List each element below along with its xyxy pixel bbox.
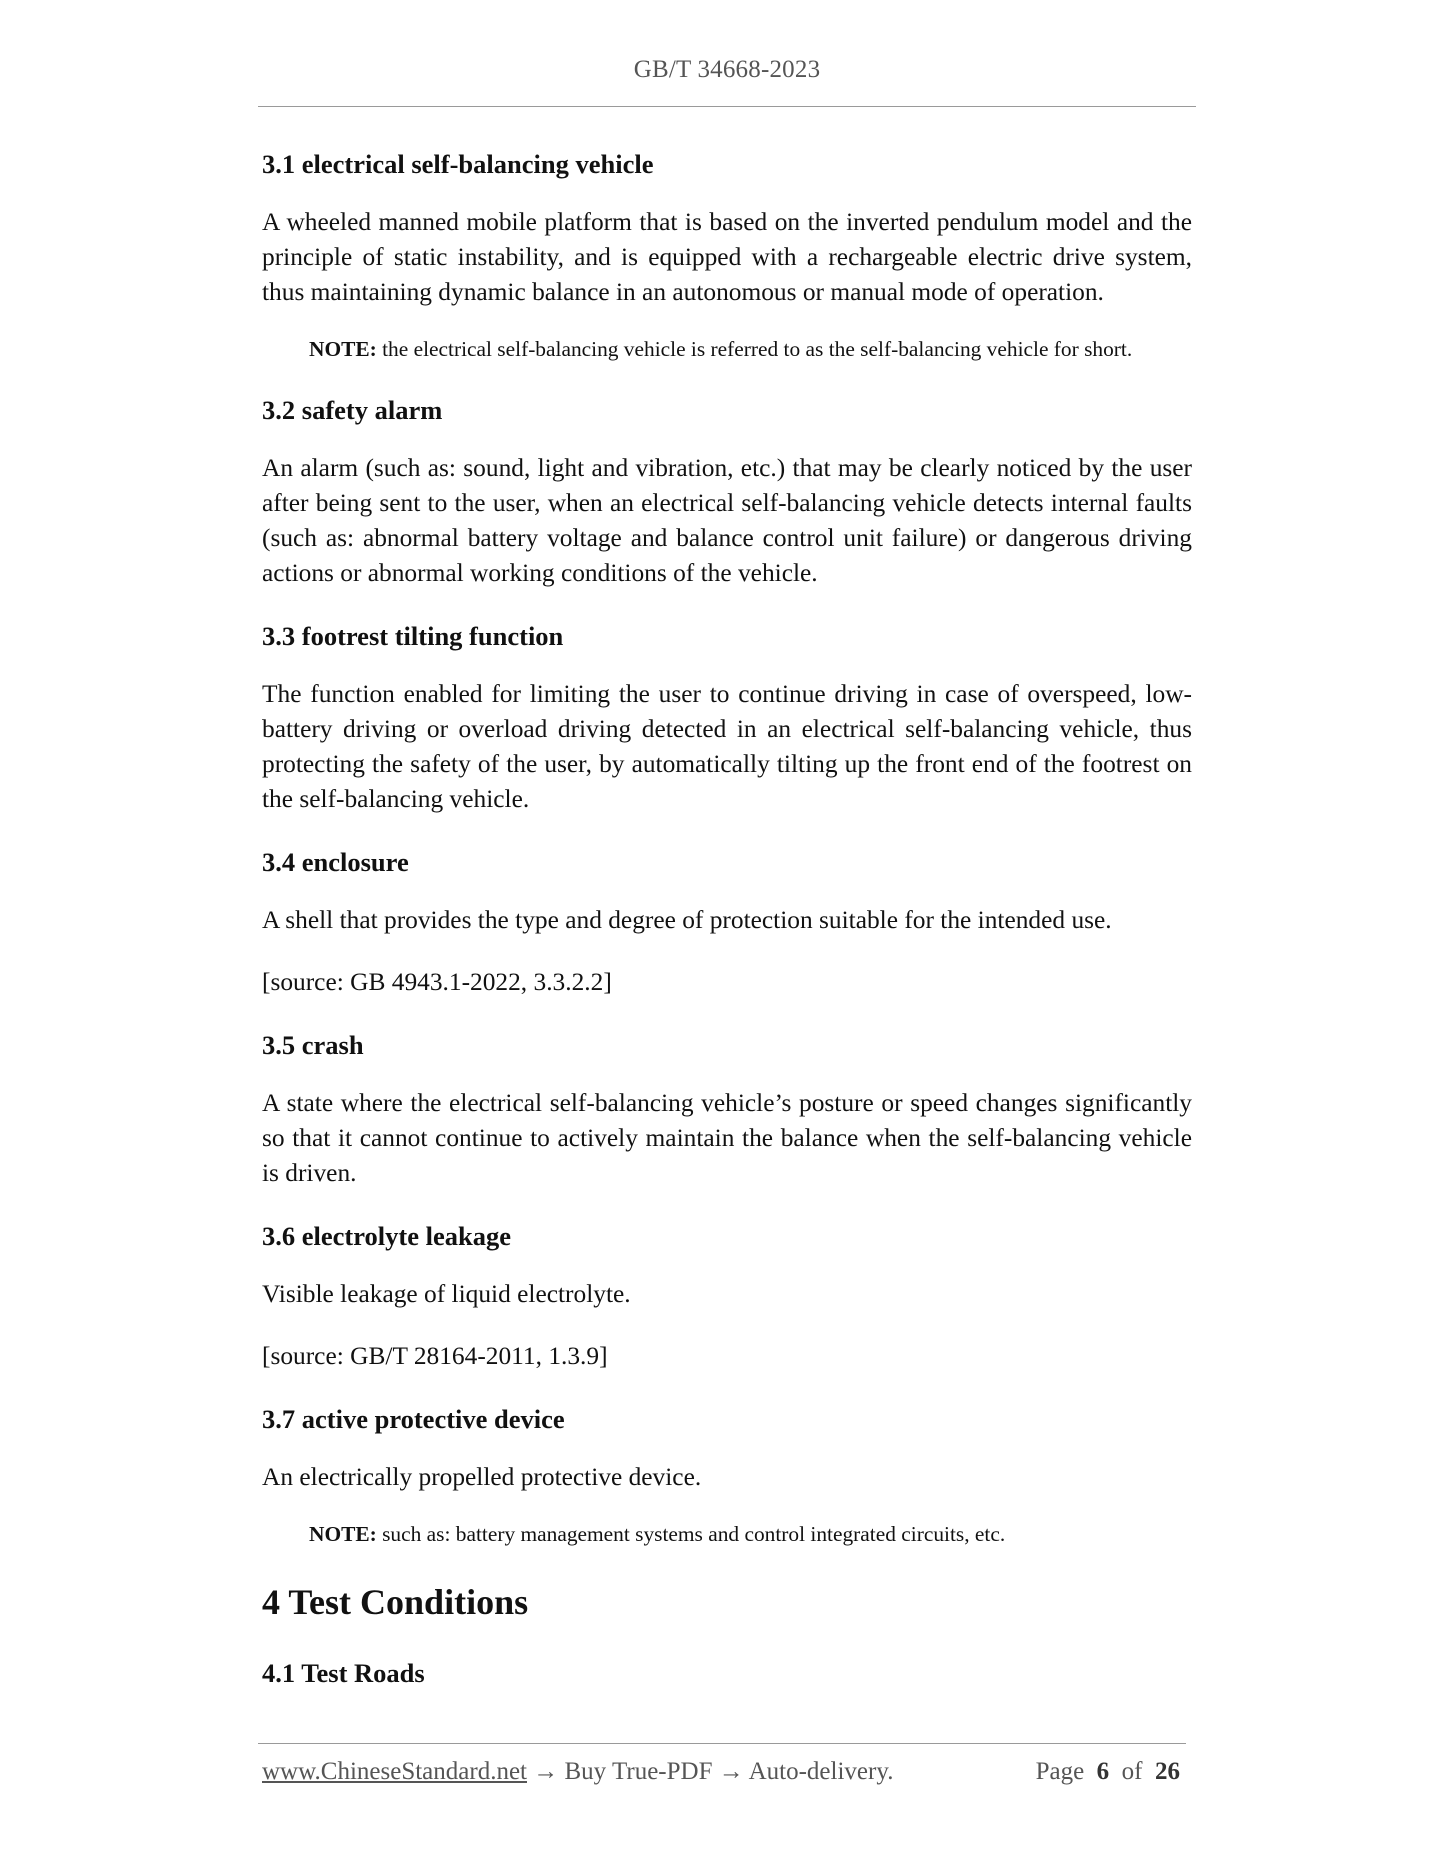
section-3-1-note [309,333,1192,365]
section-3-4-heading: 3.4 enclosure [262,847,409,877]
page-footer [262,1758,1186,1786]
section-3-5-definition: A state where the electrical self-balancing vehicle’s posture or speed changes significantly so that it cannot continue to actively maintain the balance when the self-balancing vehicle is driven. [262,1089,1192,1187]
section-3-2-definition: An alarm (such as: sound, light and vibration, etc.) that may be clearly noticed by the user after being sent to the user, when an electrical self-balancing vehicle detects internal faults (such as: abnormal battery voltage and balance control unit failure) or dangerous driving actions or abnormal working conditions of the vehicle. [262,454,1192,587]
section-3-1-heading: 3.1 electrical self-balancing vehicle [262,149,654,179]
note-text: the electrical self-balancing vehicle is referred to as the self-balancing vehicle for short. [382,337,1133,361]
page-word: Page [1035,1758,1085,1785]
site-link[interactable]: www.ChineseStandard.net [262,1758,527,1785]
note-label: NOTE: [309,1522,377,1546]
section-3-3-heading: 3.3 footrest tilting function [262,621,564,651]
footer-tagline: → Buy True-PDF → Auto-delivery. [527,1758,894,1785]
page-header: GB/T 34668-2023 [633,56,821,83]
section-3-4-source: [source: GB 4943.1-2022, 3.3.2.2] [262,968,612,996]
page-number [1036,1758,1180,1786]
document-body [262,146,1192,1714]
footer-divider [258,1743,1186,1744]
section-4-heading: 4 Test Conditions [262,1582,529,1622]
page-current: 6 [1096,1758,1110,1785]
section-3-7-definition: An electrically propelled protective device. [262,1463,702,1491]
note-text: such as: battery management systems and control integrated circuits, etc. [382,1522,1006,1546]
section-3-6-source: [source: GB/T 28164-2011, 1.3.9] [262,1342,608,1370]
section-3-7-heading: 3.7 active protective device [262,1404,565,1434]
section-3-1-definition: A wheeled manned mobile platform that is based on the inverted pendulum model and the principle of static instability, and is equipped with a rechargeable electric drive system, thus maintaining dynamic balance in an autonomous or manual mode of operation. [262,208,1192,306]
section-3-7-note [309,1518,1192,1550]
note-label: NOTE: [309,337,377,361]
section-3-6-heading: 3.6 electrolyte leakage [262,1221,511,1251]
header-divider [258,106,1196,107]
page-total: 26 [1155,1758,1180,1785]
section-3-3-definition: The function enabled for limiting the user to continue driving in case of overspeed, low-battery driving or overload driving detected in an electrical self-balancing vehicle, thus protecting the safety of the user, by automatically tilting up the front end of the footrest on the self-balancing vehicle. [262,680,1192,813]
section-3-6-definition: Visible leakage of liquid electrolyte. [262,1280,631,1308]
section-3-5-heading: 3.5 crash [262,1030,364,1060]
of-word: of [1121,1758,1143,1785]
section-3-2-heading: 3.2 safety alarm [262,395,443,425]
section-3-4-definition: A shell that provides the type and degree of protection suitable for the intended use. [262,906,1112,934]
section-4-1-heading: 4.1 Test Roads [262,1658,425,1688]
